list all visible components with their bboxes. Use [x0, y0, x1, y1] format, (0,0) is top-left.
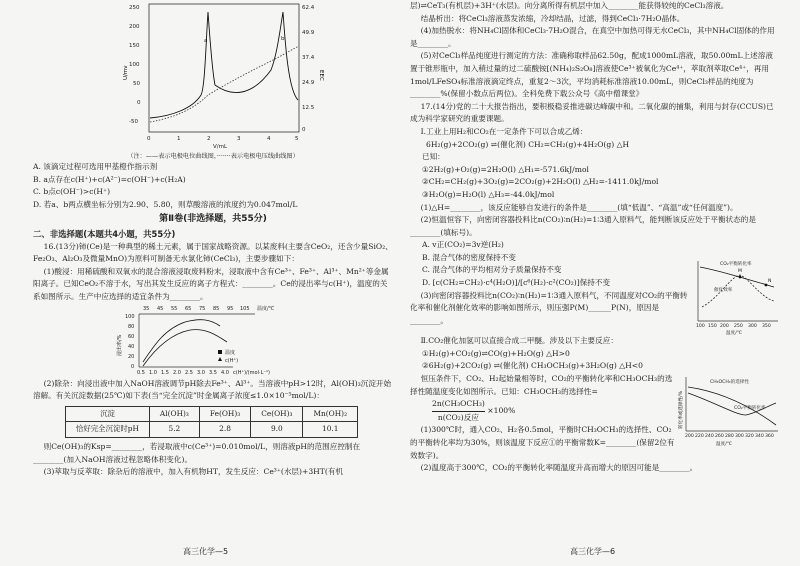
table-header-row — [66, 406, 358, 422]
table-cell: 9.0 — [251, 422, 303, 438]
top-tick: 65 — [185, 305, 192, 312]
q16-crystallize: 结晶析出：将CeCl₃溶液蒸发浓缩，冷却结晶，过滤，得到CeCl₃·7H₂O晶体。 — [420, 13, 685, 23]
y-axis-label: 转化率或选择性/% — [679, 390, 684, 430]
top-tick: 55 — [171, 305, 178, 312]
y-right-label: EEC — [318, 70, 324, 81]
conversion-curve — [688, 393, 776, 415]
x-tick: 300 — [735, 434, 744, 440]
y-right-tick: 24.9 — [302, 80, 315, 86]
part2-title: 第Ⅱ卷(非选择题，共55分) — [159, 214, 267, 225]
top-axis-label: 温度/℃ — [257, 305, 275, 312]
q17-part2-text: 恒压条件下，CO₂、H₂起始量相等时，CO₂的平衡转化率和CH₃OCH₃的选择性随温度变化如图所示。已知：CH₃OCH₃的选择性= — [410, 374, 673, 396]
y-left-tick: -50 — [129, 119, 138, 125]
y-left-tick: 0 — [137, 100, 141, 106]
table-header-cell: Al(OH)₃ — [149, 406, 199, 422]
right-footer: 高三化学—6 — [570, 547, 616, 557]
q16-part4: (4)加热脱水：将NH₄Cl固体和CeCl₃·7H₂O混合，在真空中加热可得无水CeCl₃，其中NH₄Cl固体的作用是________。 — [410, 26, 775, 48]
table-cell: 2.8 — [199, 422, 250, 438]
top-tick: 75 — [199, 305, 206, 312]
x-tick: 200 — [720, 324, 729, 330]
x-tick: 350 — [762, 324, 771, 330]
q17-eq1: ①2H₂(g)+O₂(g)=2H₂O(l) △H₁=-571.6kJ/mol — [422, 164, 589, 174]
left-footer: 高三化学—5 — [183, 547, 229, 557]
x-tick: 280 — [725, 434, 734, 440]
q15-option-a: A. 该滴定过程可选用甲基橙作指示剂 — [33, 162, 158, 171]
top-tick: 35 — [143, 305, 150, 312]
q17-q1: (1)△H=________，该反应能够自发进行的条件是________(填“低温”、“高温”或“任何温度”)。 — [420, 202, 738, 212]
precipitation-table — [65, 406, 358, 438]
y-left-tick: 100 — [129, 62, 140, 68]
titration-figure — [123, 0, 323, 152]
q16-part2b: 则Ce(OH)₃的Ksp=________，若浸取液中c(Ce³⁺)=0.010mol/L，则溶液pH的范围应控制在________(加入NaOH溶液过程忽略体积变化)。 — [33, 441, 361, 464]
x-tick: 0.5 — [137, 369, 145, 376]
temperature-curve — [143, 319, 220, 361]
q17-reaction1: ①H₂(g)+CO₂(g)⇌CO(g)+H₂O(g) △H>0 — [422, 348, 570, 358]
top-tick: 85 — [213, 305, 220, 312]
q16-intro: 16.(13分)铈(Ce)是一种典型的稀土元素，属于国家战略资源。以某废料(主要含CeO₂，还含少量SiO₂、Fe₂O₃、Al₂O₃及微量MnO)为原料可制备无水氯化铈(CeCl₃)，主要步骤如下： — [33, 241, 393, 264]
x-tick: 250 — [734, 324, 743, 330]
x-tick: 150 — [708, 324, 717, 330]
q15-option-d: D. 若a、b两点横坐标分别为2.90、5.80，则草酸溶液的浓度约为0.047mol/L — [33, 199, 298, 209]
co2-conversion-curve — [700, 267, 774, 287]
x-axis-label: c(H⁺)/(mol·L⁻¹) — [233, 369, 270, 376]
y-right-tick: 37.4 — [302, 55, 315, 61]
top-tick: 95 — [227, 305, 234, 312]
x-tick: 3.5 — [209, 369, 217, 376]
q16-part3: (3)萃取与反萃取：除杂后的溶液中，加入有机物HT，发生反应：Ce³⁺(水层)+3HT(有机 — [43, 467, 344, 477]
q17-q2: (2)恒温恒容下，向密闭容器投料比n(CO₂)∶n(H₂)=1∶3通入原料气，能判断该反应处于平衡状态的是________(填标号)。 — [410, 215, 756, 237]
x-tick: 2.0 — [173, 369, 181, 376]
x-tick: 5 — [295, 136, 299, 142]
q17-option-c: C. 混合气体的平均相对分子质量保持不变 — [422, 265, 562, 275]
leach-figure — [115, 304, 295, 378]
q17-eq2: ②CH₂=CH₂(g)+3O₂(g)=2CO₂(g)+2H₂O(l) △H₂=-1411.0kJ/mol — [422, 177, 659, 187]
x-tick: 100 — [696, 324, 705, 330]
y-tick: 100 — [125, 313, 135, 320]
catalyst-efficiency-curve — [702, 275, 774, 307]
q17-part2-q1: (1)300℃时，通入CO₂、H₂各0.5mol，平衡时CH₃OCH₃的选择性、CO₂的平衡转化率均为30%，则该温度下反应①的平衡常数K=________(保留2位有效数字)。 — [410, 425, 675, 460]
formula-numerator: 2n(CH₃OCH₃) — [432, 398, 485, 412]
q17-section-with-chart2 — [410, 373, 780, 462]
titration-caption: （注：——表示电极电位曲线图，·······表示电极电压线曲线图） — [127, 153, 299, 160]
table-cell: 10.1 — [303, 422, 358, 438]
point-m-label: M — [738, 269, 742, 275]
x-tick: 3.0 — [197, 369, 205, 376]
q17-reaction2: ②6H₂(g)+2CO₂(g) ⇌(催化剂) CH₃OCH₃(g)+3H₂O(g) △H<0 — [422, 361, 643, 371]
x-tick: 1.0 — [149, 369, 157, 376]
q15-option-b: B. a点存在c(H⁺)+c(A²⁻)=c(OH⁻)+c(H₂A) — [33, 174, 186, 184]
x-tick: 240 — [705, 434, 714, 440]
x-tick: 1 — [177, 136, 181, 142]
co2-conversion-chart — [690, 257, 780, 335]
q17-intro: 17.(14分)党的二十大报告指出，要积极稳妥推进碳达峰碳中和。二氧化碳的捕集，利用与封存(CCUS)已成为科学家研究的重要课题。 — [410, 101, 774, 124]
formula-tail: ×100% — [487, 406, 516, 416]
y-tick: 60 — [128, 333, 135, 340]
x-tick: 200 — [685, 434, 694, 440]
selectivity-label: CH₃OCH₃的选择性 — [710, 380, 749, 386]
x-tick: 3 — [237, 136, 241, 142]
x-tick: 1.5 — [161, 369, 169, 376]
table-row-label: 恰好完全沉淀时pH — [66, 422, 150, 438]
top-tick: 105 — [240, 305, 250, 312]
section2-heading: 二、非选择题(本题共4小题，共55分) — [33, 228, 176, 239]
q17-section-with-chart1 — [410, 239, 780, 335]
x-tick: 220 — [695, 434, 704, 440]
x-axis-label: 温度/℃ — [716, 442, 732, 448]
point-label-b: b — [281, 36, 285, 42]
x-axis-label: V/mL — [213, 144, 228, 150]
x-axis-label: 温度/℃ — [726, 331, 742, 337]
voltage-curve — [150, 46, 299, 122]
table-header-cell: Mn(OH)₂ — [303, 406, 358, 422]
y-tick: 80 — [128, 323, 135, 330]
concentration-curve — [143, 329, 227, 365]
y-tick: 0 — [131, 363, 135, 370]
titration-chart — [123, 0, 323, 152]
x-tick: 0 — [147, 136, 151, 142]
right-page — [410, 0, 780, 566]
x-tick: 260 — [715, 434, 724, 440]
y-left-tick: 200 — [129, 24, 140, 30]
x-tick: 300 — [748, 324, 757, 330]
q16-part2: (2)除杂：向浸出液中加入NaOH溶液调节pH除去Fe³⁺、Al³⁺。当溶液中pH>12时，Al(OH)₃沉淀开始溶解。有关沉淀数据(25℃)如下表(当“完全沉淀”时金属离子浓度≤1.0×10⁻⁵mol/L)： — [33, 378, 392, 401]
q17-main-equation: 6H₂(g)+2CO₂(g) ⇌(催化剂) CH₂=CH₂(g)+4H₂O(g) △H — [426, 139, 630, 149]
co2-conversion-label: CO₂平衡转化率 — [720, 262, 752, 268]
x-tick: 2.5 — [185, 369, 193, 376]
q16-part3-cont: 层)⇌CeT₃(有机层)+3H⁺(水层)。向分离所得有机层中加入________能获得较纯的CeCl₃溶液。 — [410, 1, 729, 10]
q15-option-c: C. b点c(OH⁻)>c(H⁺) — [33, 187, 111, 197]
x-tick: 4 — [267, 136, 271, 142]
x-tick: 360 — [765, 434, 774, 440]
table-header-cell: Ce(OH)₃ — [251, 406, 303, 422]
y-left-tick: 250 — [129, 5, 140, 11]
point-label-a: a — [204, 38, 208, 44]
y-left-label: U/mv — [123, 65, 129, 80]
q17-part2-heading: Ⅱ.CO₂催化加氢可以直接合成二甲醚。涉及以下主要反应： — [420, 336, 618, 346]
x-tick: 340 — [755, 434, 764, 440]
x-tick: 320 — [745, 434, 754, 440]
left-page — [33, 0, 393, 566]
y-right-tick: 49.9 — [302, 30, 315, 36]
point-n-label: N — [768, 279, 772, 285]
formula-denominator: n(CO₂)反应 — [437, 412, 479, 422]
y-tick: 20 — [128, 353, 135, 360]
table-cell: 5.2 — [149, 422, 199, 438]
table-row — [66, 422, 358, 438]
q17-known: 已知： — [422, 152, 445, 162]
q17-option-a: A. v正(CO₂)=3v逆(H₂) — [422, 240, 504, 250]
q16-part5: (5)对CeCl₃样品纯度进行测定的方法：准确称取样品62.50g，配成1000mL溶液，取50.00mL上述溶液置于锥形瓶中，加入稍过量的过二硫酸铵[(NH₄)₂S₂O₈]溶液使Ce³⁺被氧化为Ce⁴⁺，萃取剂萃取Ce⁴⁺，再用1mol/LFeSO₄标准溶液滴定终点，重复2～3次，平均消耗标准溶液10.00mL，则CeCl₃样品的纯度为________%(保留小数点后两位)。全科免费下载公众号《高中僧课堂》 — [410, 51, 773, 99]
q17-part1-heading: Ⅰ.工业上用H₂和CO₂在一定条件下可以合成乙烯： — [420, 126, 588, 136]
table-header-cell: Fe(OH)₃ — [199, 406, 250, 422]
x-tick: 4.0 — [221, 369, 229, 376]
y-left-tick: 50 — [133, 81, 140, 87]
y-right-tick: 62.4 — [302, 5, 315, 11]
y-tick: 40 — [128, 343, 135, 350]
q17-q3: (3)向密闭容器投料比n(CO₂)∶n(H₂)=1∶3通入原料气，不同温度对CO₂的平衡转化率和催化剂催化效率的影响如图所示，则压强P(M)______P(N)，原因是________。 — [410, 290, 688, 325]
potential-curve — [150, 12, 298, 118]
legend-temp: 温度 — [225, 349, 236, 356]
q17-part2-q2: (2)温度高于300℃，CO₂的平衡转化率随温度升高而增大的原因可能是________。 — [420, 463, 698, 473]
conversion-label: CO₂平衡转化率 — [734, 406, 766, 412]
selectivity-formula — [410, 398, 676, 424]
q16-part1: (1)酸浸：用稀硫酸和双氧水的混合溶液浸取废料粉末，浸取液中含有Ce³⁺、Fe³⁺、Al³⁺、Mn²⁺等金属阳离子。已知CeO₂不溶于水，写出其发生反应的离子方程式：________。Ce的浸出率与c(H⁺)，温度的关系如图所示。生产中应选择的适宜条件为________。 — [33, 266, 389, 301]
legend-conc: c(H⁺) — [225, 357, 239, 364]
q17-eq3: ③H₂O(g)=H₂O(l) △H₃=-44.0kJ/mol — [422, 189, 555, 199]
y-right-tick: 12.5 — [302, 105, 315, 111]
y-right-tick: 0 — [302, 127, 306, 133]
y-left-tick: 150 — [129, 43, 140, 49]
y-axis-label: 浸出率/% — [117, 334, 123, 356]
top-tick: 45 — [157, 305, 164, 312]
table-header-cell: 沉淀 — [66, 406, 150, 422]
leach-chart — [115, 304, 295, 378]
catalyst-efficiency-label: 催化效率 — [714, 288, 733, 294]
q17-option-b: B. 混合气体的密度保持不变 — [422, 252, 516, 262]
x-tick: 2 — [207, 136, 211, 142]
selectivity-chart — [676, 373, 780, 447]
q17-option-d: D. [c(CH₂=CH₂)·c⁴(H₂O)]/[c⁶(H₂)·c²(CO₂)]保持不变 — [422, 278, 611, 288]
